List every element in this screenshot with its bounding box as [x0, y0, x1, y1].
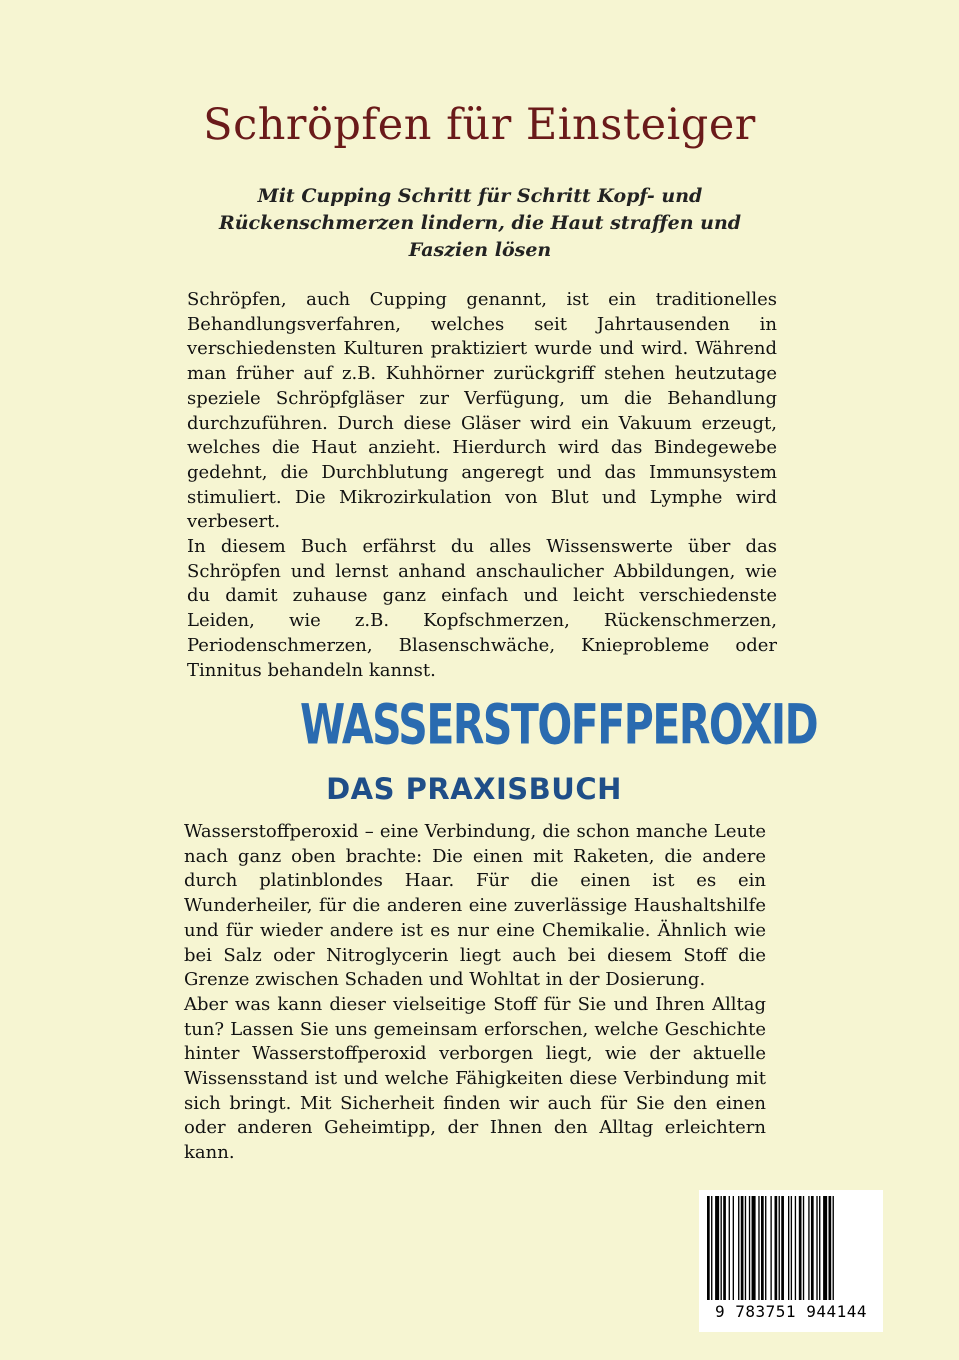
barcode-bars: [705, 1196, 877, 1300]
barcode-bar: [765, 1196, 766, 1300]
book1-paragraph: Schröpfen, auch Cupping genannt, ist ein traditionelles Behandlungsverfahren, welches seit Jahrtausenden in verschiedensten Kulturen praktiziert wurde und wird. Während man früher auf z.B. Kuhhörner zurückgriff stehen heutzutage speziele Schröpfgläser zur Verfügung, um die Behandlung durchzuführen. Durch diese Gläser wird ein Vakuum erzeugt, welches die Haut anzieht. Hierdurch wird das Bindegewebe gedehnt, die Durchblutung angeregt und das Immunsystem stimuliert. Die Mikrozirkulation von Blut und Lymphe wird verbesert.: [187, 289, 777, 533]
book1-paragraph: In diesem Buch erfährst du alles Wissenswerte über das Schröpfen und lernst anhand anschaulicher Abbildungen, wie du damit zuhause ganz einfach und leicht verschiedenste Leiden, wie z.B. Kopfschmerzen, Rückenschmerzen, Periodenschmerzen, Blasenschwäche, Knieprobleme oder Tinnitus behandeln kannst.: [187, 536, 777, 681]
barcode-bar: [723, 1196, 726, 1300]
barcode-bar: [775, 1196, 778, 1300]
book1-subtitle: Mit Cupping Schritt für Schritt Kopf- und Rückenschmerzen lindern, die Haut straffen und Faszien lösen: [218, 185, 742, 261]
barcode-bar: [745, 1196, 746, 1300]
barcode-bar: [829, 1196, 832, 1300]
barcode-bar: [733, 1196, 734, 1300]
isbn-barcode: [699, 1190, 883, 1332]
barcode-bar: [711, 1196, 712, 1300]
book2-paragraph: Wasserstoffperoxid – eine Verbindung, die schon manche Leute nach ganz oben brachte: Die einen mit Raketen, die andere durch platinblondes Haar. Für die einen ist es ein Wunderheiler, für die anderen eine zuverlässige Haushaltshilfe und für wieder andere ist es nur eine Chemikalie. Ähnlich wie bei Salz oder Nitroglycerin liegt auch bei diesem Stoff die Grenze zwischen Schaden und Wohltat in der Dosierung.: [184, 821, 766, 991]
barcode-bar: [741, 1196, 744, 1300]
barcode-bar: [752, 1196, 756, 1300]
barcode-bar: [781, 1196, 784, 1300]
barcode-bar: [808, 1196, 809, 1300]
barcode-bar: [779, 1196, 780, 1300]
barcode-bar: [799, 1196, 802, 1300]
barcode-bar: [770, 1196, 771, 1300]
barcode-bar: [816, 1196, 817, 1300]
book2-paragraph: Aber was kann dieser vielseitige Stoff für Sie und Ihren Alltag tun? Lassen Sie uns gemeinsam erforschen, welche Geschichte hinter Wasserstoffperoxid verborgen liegt, wie der aktuelle Wissensstand ist und welche Fähigkeiten diese Verbindung mit sich bringt. Mit Sicherheit finden wir auch für Sie den einen oder anderen Geheimtipp, der Ihnen den Alltag erleichtern kann.: [184, 993, 766, 1164]
barcode-bar: [729, 1196, 730, 1300]
barcode-bar: [795, 1196, 796, 1300]
barcode-bar: [788, 1196, 789, 1300]
barcode-bar: [749, 1196, 750, 1300]
barcode-bar: [707, 1196, 710, 1300]
barcode-bar: [721, 1196, 722, 1300]
isbn-number: 9 783751 944144: [715, 1302, 867, 1321]
book1-description: [187, 288, 777, 683]
book1-title: Schröpfen für Einsteiger: [203, 100, 756, 150]
barcode-bar: [758, 1196, 759, 1300]
book2-title: WASSERSTOFFPEROXID: [300, 692, 818, 757]
barcode-bar: [791, 1196, 792, 1300]
barcode-bar: [715, 1196, 719, 1300]
barcode-bar: [811, 1196, 814, 1300]
barcode-bar: [833, 1196, 834, 1300]
barcode-bar: [761, 1196, 764, 1300]
barcode-bar: [738, 1196, 739, 1300]
barcode-bar: [819, 1196, 820, 1300]
barcode-bar: [803, 1196, 804, 1300]
book2-description: [184, 820, 766, 1166]
barcode-bar: [823, 1196, 827, 1300]
book2-subtitle: DAS PRAXISBUCH: [326, 772, 622, 806]
